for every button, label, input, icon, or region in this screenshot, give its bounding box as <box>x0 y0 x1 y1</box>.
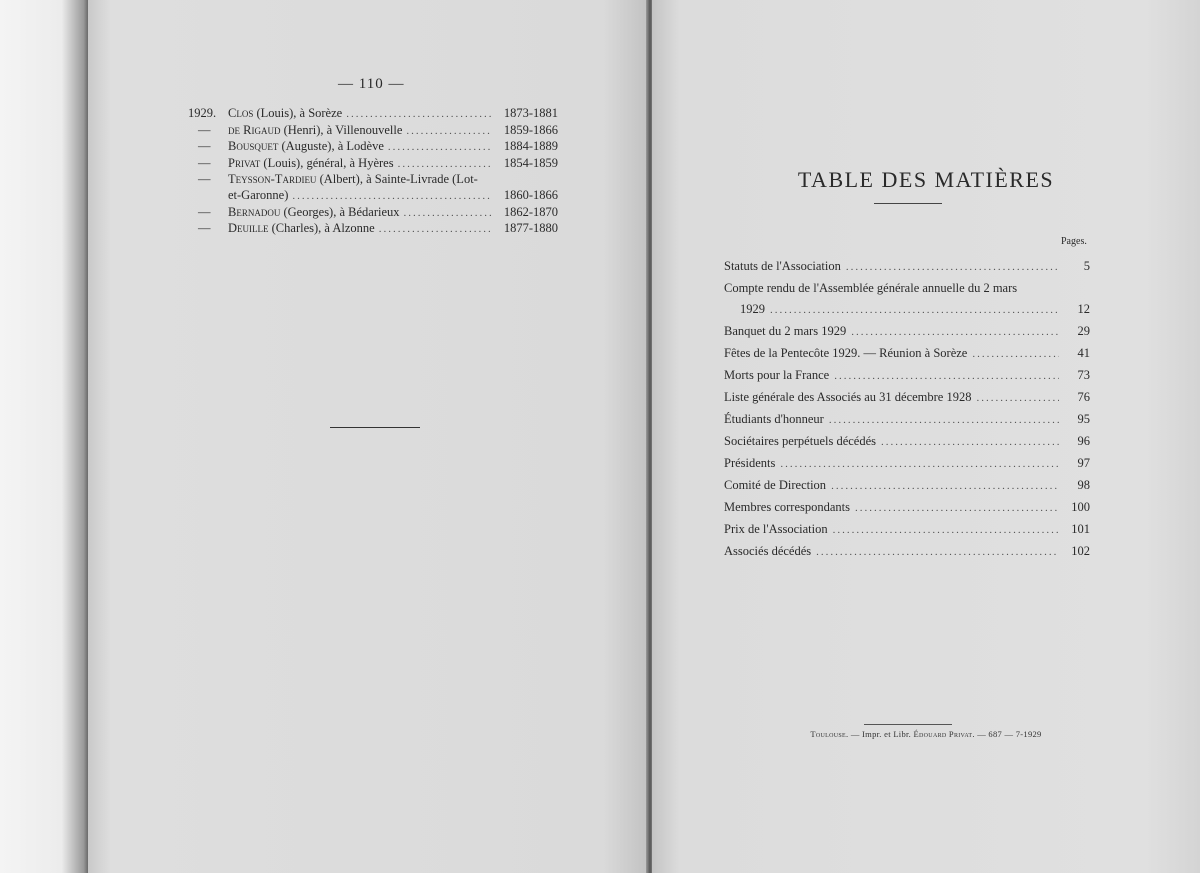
roster-year: — <box>198 139 211 154</box>
leader-dots <box>834 366 1059 387</box>
imprint-text: — Impr. et Libr. <box>848 729 914 739</box>
pages-column-header: Pages. <box>1061 236 1087 247</box>
toc-entry <box>724 365 1090 387</box>
roster-entry <box>188 221 558 238</box>
scan-background-edge <box>0 0 88 873</box>
roster-dates: 1854-1859 <box>503 155 558 170</box>
printer-imprint <box>652 729 1200 739</box>
leader-dots <box>780 454 1059 475</box>
toc-page-number: 12 <box>1077 302 1090 316</box>
toc-entry <box>724 387 1090 409</box>
member-roster <box>188 106 558 238</box>
toc-page-number: 95 <box>1077 412 1090 426</box>
toc-label: Associés décédés <box>724 544 812 558</box>
toc-label: Statuts de l'Association <box>724 259 841 273</box>
roster-year: — <box>198 172 211 187</box>
toc-page-number: 96 <box>1077 434 1090 448</box>
toc-page-number: 101 <box>1071 522 1090 536</box>
roster-dates: 1873-1881 <box>503 106 558 120</box>
roster-dates: 1862-1870 <box>503 204 558 219</box>
toc-entry <box>724 453 1090 475</box>
roster-entry-continuation <box>188 188 558 205</box>
roster-year: — <box>198 204 211 219</box>
leader-dots <box>833 520 1059 541</box>
toc-entry <box>724 321 1090 343</box>
right-page <box>652 0 1200 873</box>
leader-dots <box>846 257 1059 278</box>
toc-entry <box>724 519 1090 541</box>
toc-label: Prix de l'Association <box>724 522 828 536</box>
leader-dots <box>855 498 1059 519</box>
toc-page-number: 76 <box>1077 390 1090 404</box>
leader-dots <box>292 189 492 205</box>
imprint-printer: Édouard Privat. <box>913 729 975 739</box>
leader-dots <box>881 432 1059 453</box>
toc-page-number: 100 <box>1071 500 1090 514</box>
imprint-city: Toulouse. <box>810 729 849 739</box>
toc-page-number: 73 <box>1077 368 1090 382</box>
leader-dots <box>831 476 1059 497</box>
toc-label: Présidents <box>724 456 776 470</box>
toc-title: TABLE DES MATIÈRES <box>797 166 1055 192</box>
leader-dots <box>816 542 1059 563</box>
roster-dates: 1877-1880 <box>503 221 558 236</box>
leader-dots <box>770 300 1059 321</box>
toc-entry <box>724 541 1090 563</box>
toc-entry <box>724 409 1090 431</box>
leader-dots <box>404 206 492 222</box>
left-page <box>88 0 648 873</box>
toc-page-number: 41 <box>1077 346 1090 360</box>
toc-entry <box>724 431 1090 453</box>
leader-dots <box>851 322 1059 343</box>
toc-entry <box>724 256 1090 278</box>
roster-entry <box>188 123 558 140</box>
roster-name: Privat (Louis), général, à Hyères <box>228 155 394 170</box>
roster-year: — <box>198 122 211 137</box>
roster-name: Teysson-Tardieu (Albert), à Sainte-Livrade (Lot- <box>228 172 478 187</box>
toc-page-number: 102 <box>1071 544 1090 558</box>
leader-dots <box>406 124 492 140</box>
title-divider <box>874 203 942 204</box>
toc-label: Liste générale des Associés au 31 décembre 1928 <box>724 390 972 404</box>
leader-dots <box>398 157 492 173</box>
roster-year: 1929. <box>188 106 217 120</box>
toc-entry-continuation <box>724 299 1090 321</box>
toc-label: 1929 <box>740 302 765 316</box>
toc-label: Étudiants d'honneur <box>724 412 824 426</box>
toc-label: Compte rendu de l'Assemblée générale annuelle du 2 mars <box>724 281 1018 295</box>
toc-page-number: 5 <box>1083 259 1090 273</box>
roster-dates: 1859-1866 <box>503 122 558 137</box>
roster-entry <box>188 156 558 173</box>
table-of-contents <box>724 256 1090 563</box>
toc-entry <box>724 497 1090 519</box>
roster-entry <box>188 139 558 156</box>
toc-label: Comité de Direction <box>724 478 827 492</box>
roster-name: Bousquet (Auguste), à Lodève <box>228 139 384 154</box>
toc-label: Morts pour la France <box>724 368 830 382</box>
leader-dots <box>829 410 1059 431</box>
roster-name: de Rigaud (Henri), à Villenouvelle <box>228 122 403 137</box>
page-number: — 110 — <box>338 76 405 92</box>
toc-label: Fêtes de la Pentecôte 1929. — Réunion à Sorèze <box>724 346 968 360</box>
toc-entry <box>724 343 1090 365</box>
roster-name: Deuille (Charles), à Alzonne <box>228 221 375 236</box>
roster-entry <box>188 172 558 188</box>
toc-label: Membres correspondants <box>724 500 851 514</box>
toc-page-number: 98 <box>1077 478 1090 492</box>
imprint-code: — 687 — 7-1929 <box>974 729 1042 739</box>
leader-dots <box>388 140 492 156</box>
leader-dots <box>379 222 492 238</box>
leader-dots <box>977 388 1060 409</box>
roster-dates: 1884-1889 <box>503 139 558 154</box>
roster-name: Clos (Louis), à Sorèze <box>228 106 343 120</box>
toc-label: Sociétaires perpétuels décédés <box>724 434 877 448</box>
roster-name: Bernadou (Georges), à Bédarieux <box>228 204 400 219</box>
roster-entry <box>188 205 558 222</box>
leader-dots <box>346 107 492 123</box>
roster-name: et-Garonne) <box>228 187 289 202</box>
section-divider <box>330 427 420 428</box>
toc-page-number: 29 <box>1077 324 1090 338</box>
roster-year: — <box>198 221 211 236</box>
roster-year: — <box>198 155 211 170</box>
toc-entry <box>724 278 1090 299</box>
roster-entry <box>188 106 558 123</box>
imprint-divider <box>864 724 952 725</box>
toc-entry <box>724 475 1090 497</box>
toc-label: Banquet du 2 mars 1929 <box>724 324 847 338</box>
toc-page-number: 97 <box>1077 456 1090 470</box>
leader-dots <box>972 344 1059 365</box>
roster-dates: 1860-1866 <box>503 187 558 202</box>
